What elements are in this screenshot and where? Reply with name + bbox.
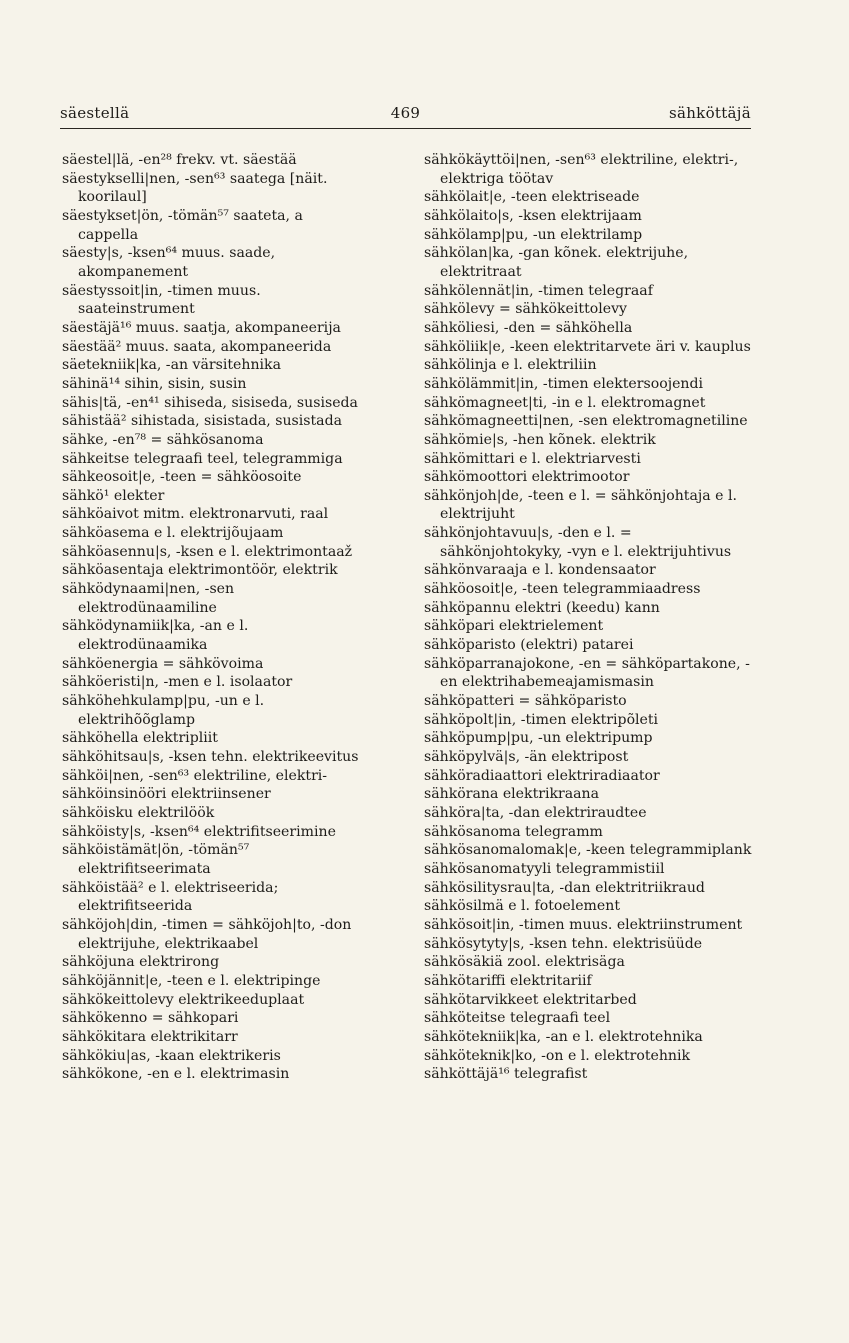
dictionary-entry: säestäjä¹⁶ muus. saatja, akompaneerija: [62, 319, 341, 336]
left-column: [62, 151, 367, 1084]
dictionary-entry: sähkösanomalomak|e, -keen telegrammiplank: [424, 842, 752, 859]
dictionary-entry: sähköaivot mitm. elektronarvuti, raal: [62, 506, 329, 523]
dictionary-entry: sähköenergia = sähkövoima: [62, 655, 264, 672]
dictionary-entry: sähkölan|ka, -gan kõnek. elektrijuhe, elektritraat: [424, 245, 689, 280]
page-header: [60, 104, 751, 126]
dictionary-entry: sähköteknik|ko, -on e l. elektrotehnik: [424, 1047, 691, 1064]
header-rule: [60, 128, 751, 129]
dictionary-entry: sähkömie|s, -hen kõnek. elektrik: [424, 431, 656, 448]
dictionary-entry: sähkösanoma telegramm: [424, 823, 603, 840]
dictionary-entry: sähköistämät|ön, -tömän⁵⁷ elektrifitseerimata: [62, 842, 250, 877]
dictionary-entry: sähkönvaraaja e l. kondensaator: [424, 562, 656, 579]
dictionary-entry: sähkötekniik|ka, -an e l. elektrotehnika: [424, 1028, 703, 1045]
dictionary-entry: sähköpari elektrielement: [424, 618, 604, 635]
dictionary-entry: sähkömagneetti|nen, -sen elektromagnetiline: [424, 413, 748, 430]
dictionary-entry: sähköisty|s, -ksen⁶⁴ elektrifitseerimine: [62, 823, 336, 840]
dictionary-entry: sähköhella elektripliit: [62, 730, 218, 747]
dictionary-entry: sähkölinja e l. elektriliin: [424, 357, 597, 374]
dictionary-entry: sähköparranajokone, -en = sähköpartakone, -en elektrihabemeajamismasin: [424, 655, 750, 691]
dictionary-entry: sähköjännit|e, -teen e l. elektripinge: [62, 972, 321, 989]
dictionary-entry: sähkökenno = sähkopari: [62, 1010, 239, 1027]
dictionary-entry: sähköeristi|n, -men e l. isolaator: [62, 674, 293, 691]
dictionary-entry: sähkeitse telegraafi teel, telegrammiga: [62, 450, 343, 467]
dictionary-entry: sähköhehkulamp|pu, -un e l. elektrihõõglamp: [62, 693, 265, 728]
dictionary-entry: sähköparisto (elektri) patarei: [424, 637, 634, 654]
dictionary-entry: sähkösilitysrau|ta, -dan elektritriikraud: [424, 879, 705, 896]
dictionary-entry: sähkömoottori elektrimootor: [424, 469, 630, 486]
header-left-guideword: säestellä: [60, 104, 130, 122]
dictionary-entry: sähkölevy = sähkökeittolevy: [424, 301, 627, 318]
dictionary-entry: sähke, -en⁷⁸ = sähkösanoma: [62, 431, 264, 448]
dictionary-entry: sähkösytyty|s, -ksen tehn. elektrisüüde: [424, 935, 703, 952]
dictionary-entry: sähköasema e l. elektrijõujaam: [62, 525, 284, 542]
dictionary-entry: sähkönjohtavuu|s, -den e l. = sähkönjohtokyky, -vyn e l. elektrijuhtivus: [424, 525, 732, 560]
dictionary-entry: sähkösoit|in, -timen muus. elektriinstrument: [424, 916, 743, 933]
dictionary-entry: sähkölennät|in, -timen telegraaf: [424, 282, 653, 299]
dictionary-entry: säetekniik|ka, -an värsitehnika: [62, 357, 281, 374]
dictionary-entry: sähköpump|pu, -un elektripump: [424, 730, 653, 747]
dictionary-entry: sähkölämmit|in, -timen elektersoojendi: [424, 375, 704, 392]
dictionary-entry: sähkörana elektrikraana: [424, 786, 600, 803]
header-right-guideword: sähköttäjä: [668, 104, 751, 122]
dictionary-entry: sähkömittari e l. elektriarvesti: [424, 450, 641, 467]
dictionary-entry: säesty|s, -ksen⁶⁴ muus. saade, akompanement: [62, 245, 276, 280]
dictionary-entry: säestel|lä, -en²⁸ frekv. vt. säestää: [62, 152, 297, 168]
dictionary-entry: sähkötarvikkeet elektritarbed: [424, 991, 637, 1008]
dictionary-entry: sähkönjoh|de, -teen e l. = sähkönjohtaja e l. elektrijuht: [424, 487, 737, 523]
dictionary-entry: sähköliesi, -den = sähköhella: [424, 319, 633, 336]
dictionary-entry: sähkölaito|s, -ksen elektrijaam: [424, 207, 642, 224]
dictionary-entry: sähköliik|e, -keen elektritarvete äri v. kauplus: [424, 338, 751, 355]
dictionary-entry: sähkökiu|as, -kaan elektrikeris: [62, 1047, 281, 1064]
dictionary-entry: sähköisku elektrilöök: [62, 804, 215, 821]
dictionary-entry: sähkökitara elektrikitarr: [62, 1028, 238, 1045]
dictionary-entry: sähköpylvä|s, -än elektripost: [424, 749, 629, 765]
dictionary-entry: sähkökäyttöi|nen, -sen⁶³ elektriline, elektri-, elektriga töötav: [424, 152, 739, 187]
dictionary-entry: sähis|tä, -en⁴¹ sihiseda, sisiseda, susiseda: [62, 394, 358, 411]
right-column: [424, 151, 756, 1084]
dictionary-entry: sähinä¹⁴ sihin, sisin, susin: [62, 375, 247, 392]
dictionary-entry: säestykselli|nen, -sen⁶³ saatega [näit. koorilaul]: [62, 170, 328, 206]
dictionary-entry: sähköjoh|din, -timen = sähköjoh|to, -don elektrijuhe, elektrikaabel: [62, 916, 352, 952]
dictionary-entry: säestyssoit|in, -timen muus. saateinstrument: [62, 282, 261, 318]
dictionary-entry: sähkökeittolevy elektrikeeduplaat: [62, 991, 305, 1008]
dictionary-entry: sähkötеitse telegraafi teel: [424, 1010, 611, 1027]
dictionary-entry: sähkölamp|pu, -un elektrilamp: [424, 226, 643, 243]
dictionary-entry: sähkösanomatyyli telegrammistiil: [424, 860, 665, 877]
dictionary-entry: sähkeosoit|e, -teen = sähköosoite: [62, 469, 302, 486]
dictionary-entry: sähködynaami|nen, -sen elektrodünaamiline: [62, 581, 235, 616]
dictionary-entry: sähköpatteri = sähköparisto: [424, 693, 627, 710]
dictionary-entry: sähköhitsau|s, -ksen tehn. elektrikeevitus: [62, 749, 359, 765]
dictionary-entry: sähköpannu elektri (keedu) kann: [424, 599, 660, 616]
dictionary-entry: sähköinsinööri elektriinsener: [62, 786, 271, 803]
dictionary-entry: sähkötariffi elektritariif: [424, 972, 592, 989]
dictionary-entry: sähistää² sihistada, sisistada, susistada: [62, 413, 342, 430]
dictionary-entry: sähkölait|e, -teen elektriseade: [424, 189, 640, 206]
dictionary-entry: sähkösilmä e l. fotoelement: [424, 898, 621, 915]
dictionary-entry: sähkö¹ elekter: [62, 487, 165, 504]
page-number: 469: [390, 104, 421, 122]
dictionary-entry: sähköosoit|e, -teen telegrammiaadress: [424, 581, 701, 598]
dictionary-entry: sähköra|ta, -dan elektriraudtee: [424, 804, 647, 821]
dictionary-entry: sähködynamiik|ka, -an e l. elektrodünaamika: [62, 618, 249, 654]
dictionary-entry: sähköi|nen, -sen⁶³ elektriline, elektri-: [62, 767, 328, 784]
dictionary-entry: säestää² muus. saata, akompaneerida: [62, 338, 332, 355]
dictionary-entry: sähköasennu|s, -ksen e l. elektrimontaaž: [62, 543, 353, 560]
dictionary-entry: sähköjuna elektrirong: [62, 954, 220, 971]
dictionary-entry: sähköpolt|in, -timen elektripõleti: [424, 711, 659, 728]
dictionary-entry: sähkömagneet|ti, -in e l. elektromagnet: [424, 394, 706, 411]
dictionary-entry: sähkökone, -en e l. elektrimasin: [62, 1066, 290, 1083]
dictionary-entry: sähköttäjä¹⁶ telegrafist: [424, 1066, 588, 1083]
dictionary-entry: sähköistää² e l. elektriseerida; elektrifitseerida: [62, 879, 279, 915]
dictionary-entry: sähköasentaja elektrimontöör, elektrik: [62, 562, 338, 579]
dictionary-entry: sähkösäkiä zool. elektrisäga: [424, 954, 625, 971]
dictionary-entry: sähköradiaattori elektriradiaator: [424, 767, 660, 784]
dictionary-entry: säestykset|ön, -tömän⁵⁷ saateta, a cappella: [62, 207, 303, 243]
